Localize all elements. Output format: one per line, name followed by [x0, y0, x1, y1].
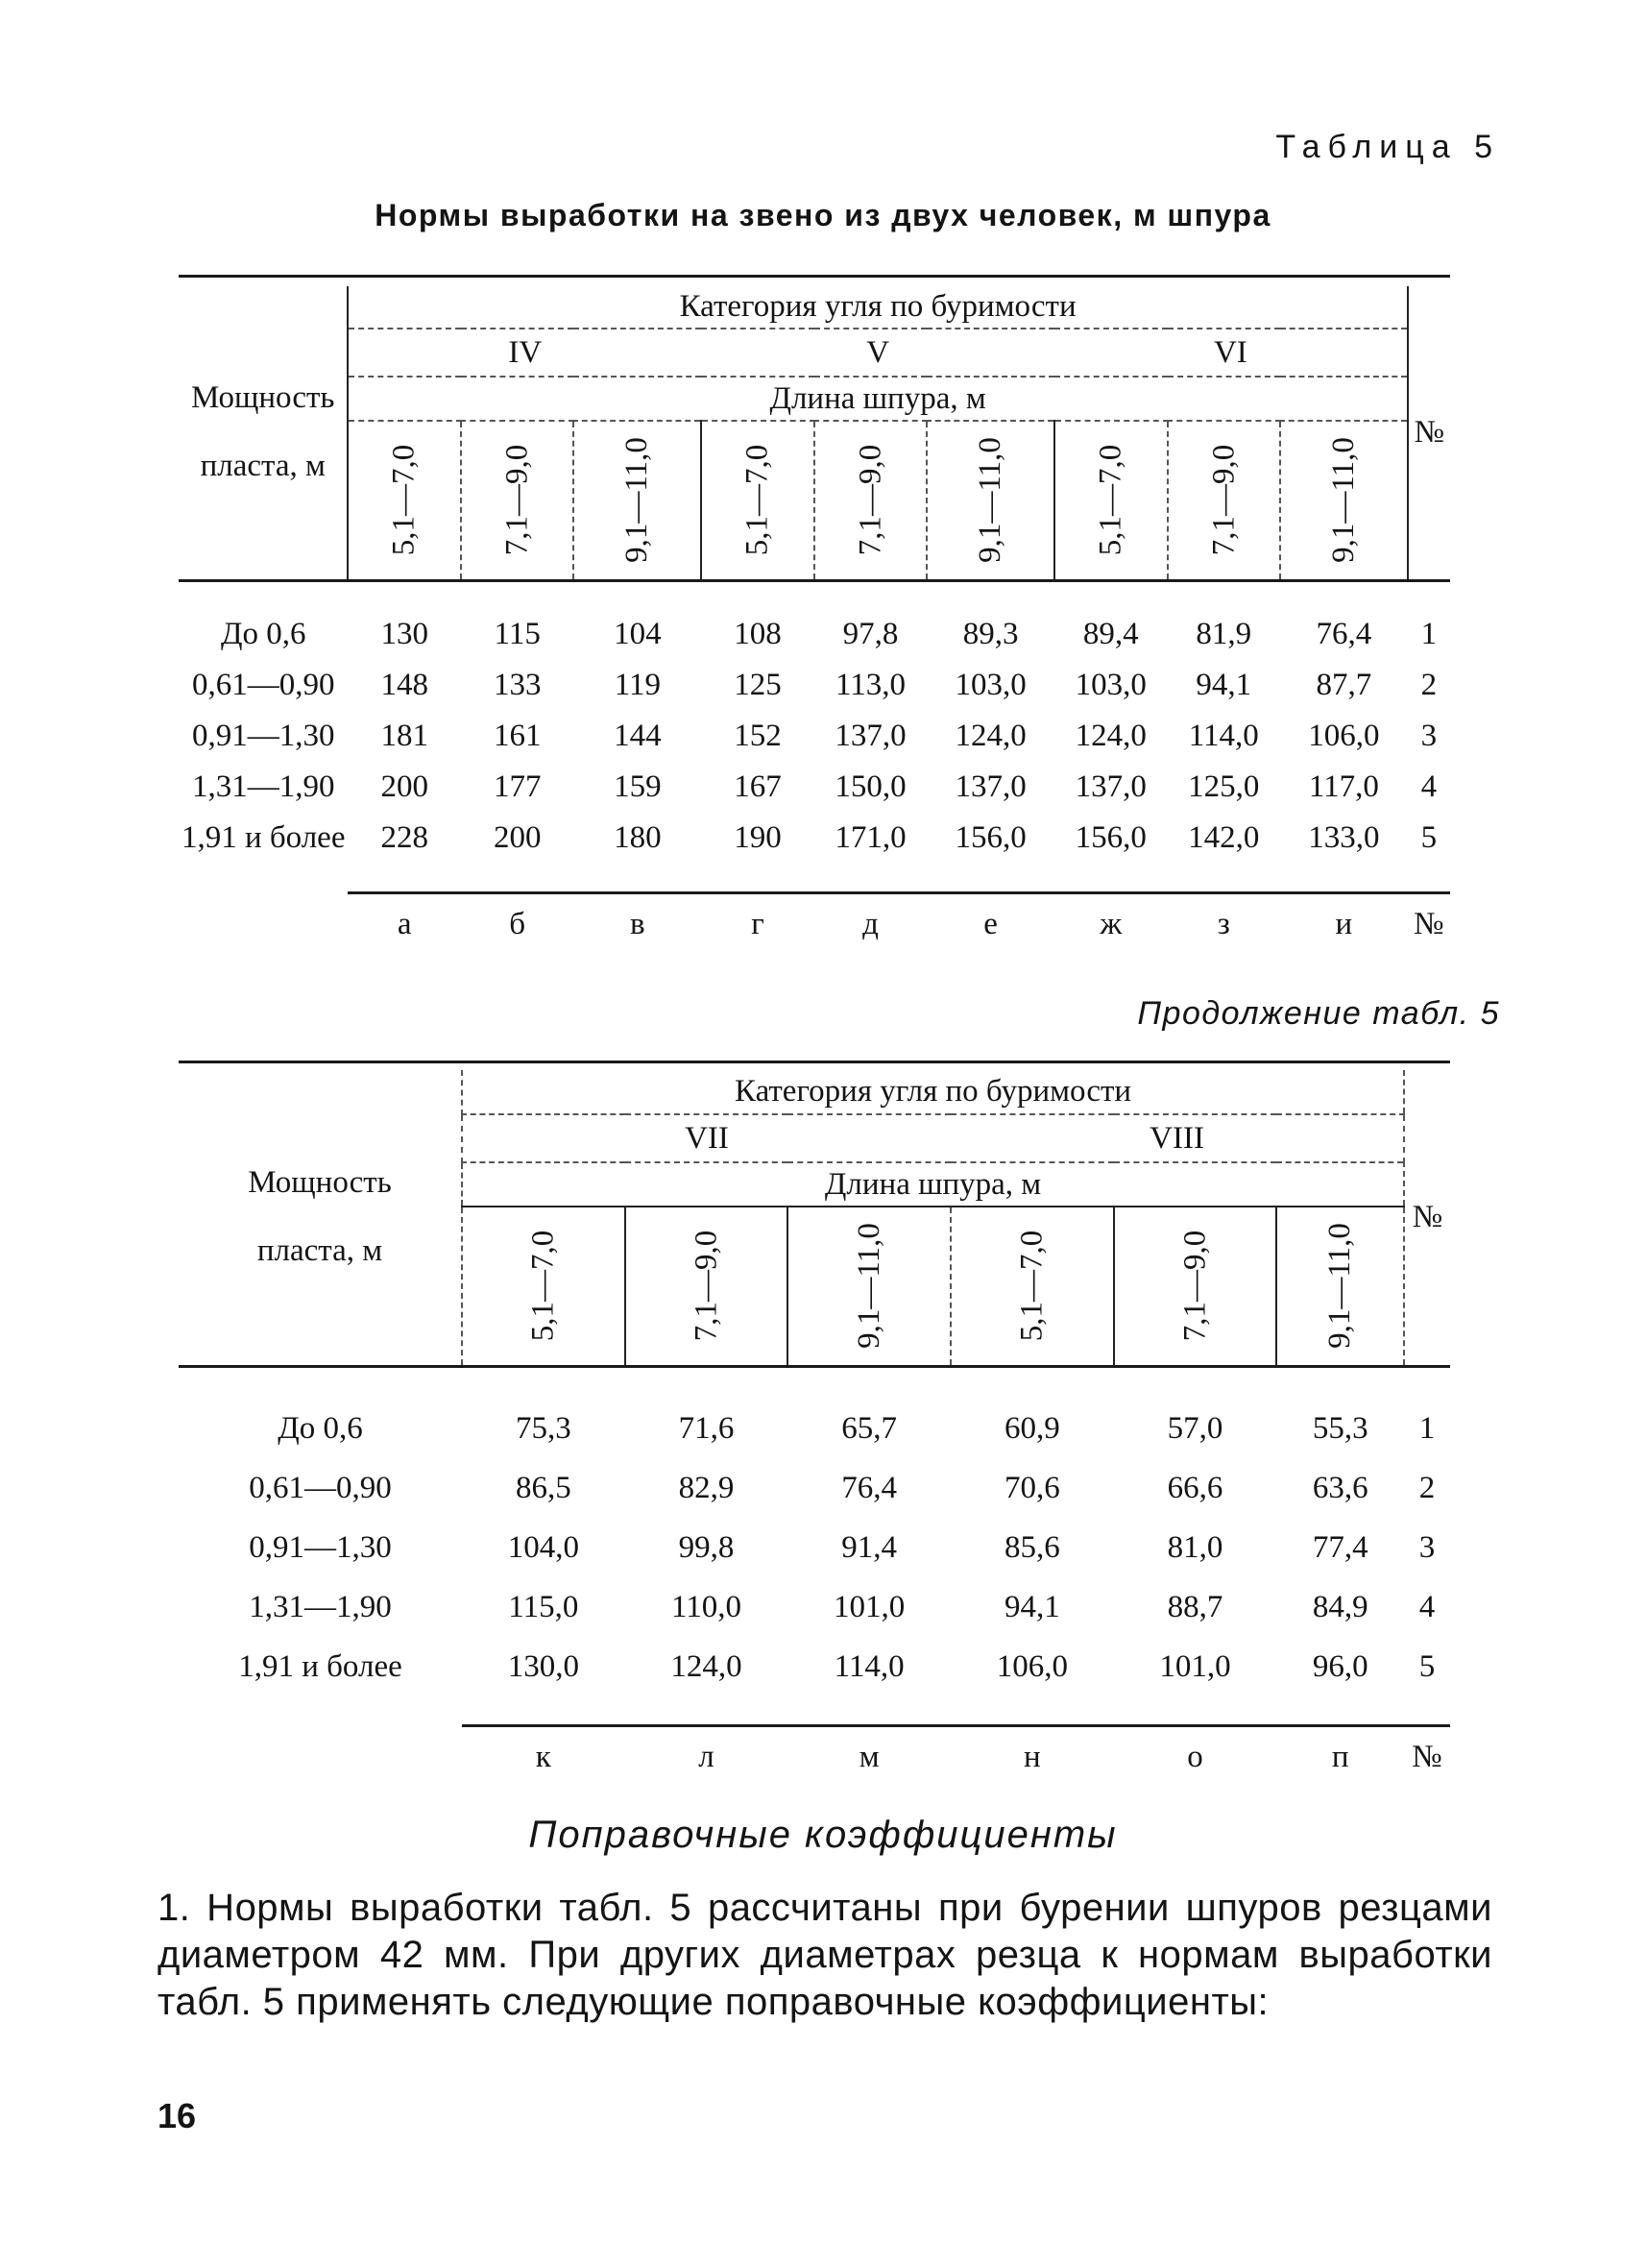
cell: 124,0 [955, 719, 1027, 753]
table-row [179, 1399, 1450, 1458]
table2 [179, 1070, 1450, 1787]
column-letter: в [630, 906, 645, 941]
table1-row-header-2: пласта, м [200, 449, 326, 484]
table2-top-rule [179, 1061, 1450, 1063]
table2-length-label: 7,1—9,0 [1176, 1231, 1212, 1342]
table1-category-header: Категория угля по буримости [348, 286, 1407, 329]
cell: 65,7 [841, 1410, 898, 1446]
cell: 96,0 [1312, 1648, 1368, 1684]
row-label: 1,91 и более [238, 1648, 402, 1684]
table-row [179, 1458, 1450, 1518]
cell: 104,0 [507, 1529, 579, 1565]
table2-length-col [462, 1207, 625, 1366]
table1-length-col [348, 421, 461, 580]
table1-group-v: V [701, 329, 1054, 377]
cell: 75,3 [515, 1410, 571, 1446]
row-label: 0,91—1,30 [191, 719, 335, 753]
cell: 133 [493, 668, 542, 702]
table1-length-label: 7,1—9,0 [1205, 445, 1241, 556]
row-label: До 0,6 [278, 1410, 363, 1446]
cell: 84,9 [1312, 1589, 1368, 1624]
column-letter: м [859, 1739, 880, 1774]
column-letter: и [1335, 906, 1353, 941]
cell: 76,4 [841, 1470, 898, 1505]
column-letter: п [1331, 1739, 1349, 1774]
table2-row-header-2: пласта, м [256, 1233, 383, 1269]
table1-length-label: 5,1—7,0 [386, 445, 422, 556]
cell: 114,0 [834, 1648, 905, 1684]
letters-row [179, 894, 1450, 954]
cell: 167 [734, 769, 782, 804]
letters-number-sign: № [1412, 1739, 1442, 1774]
table-row [179, 1577, 1450, 1637]
table-row [179, 609, 1450, 660]
table1-length-col [1054, 421, 1168, 580]
row-number: 4 [1420, 769, 1438, 804]
table2-length-col [1276, 1207, 1404, 1366]
cell: 171,0 [835, 820, 907, 855]
table-row [179, 762, 1450, 813]
cell: 115,0 [508, 1589, 579, 1624]
cell: 106,0 [996, 1648, 1068, 1684]
table2-length-label: 5,1—7,0 [1014, 1231, 1050, 1342]
table1-group-vi: VI [1054, 329, 1408, 377]
row-label: 1,31—1,90 [249, 1589, 392, 1624]
table2-group-viii: VIII [951, 1114, 1404, 1162]
row-number: 1 [1420, 617, 1438, 651]
cell: 156,0 [955, 820, 1027, 855]
cell: 144 [614, 719, 662, 753]
cell: 130 [380, 617, 428, 651]
table1-length-label: 5,1—7,0 [1093, 445, 1128, 556]
table2-length-col [787, 1207, 951, 1366]
table2-length-label: 7,1—9,0 [688, 1231, 723, 1342]
row-number: 3 [1418, 1529, 1436, 1565]
cell: 115 [494, 617, 541, 651]
cell: 108 [734, 617, 782, 651]
cell: 125,0 [1188, 769, 1260, 804]
cell: 94,1 [1196, 668, 1252, 702]
cell: 180 [614, 820, 662, 855]
letters-number-sign: № [1414, 906, 1444, 941]
table2-length-col [625, 1207, 788, 1366]
table2-length-label: 5,1—7,0 [525, 1231, 561, 1342]
table2-length-label: 9,1—11,0 [1322, 1223, 1358, 1350]
row-label: 0,61—0,90 [191, 668, 335, 702]
table-row [179, 660, 1450, 711]
row-label: 1,91 и более [181, 820, 346, 855]
column-letter: д [862, 906, 879, 941]
cell: 124,0 [1075, 719, 1147, 753]
cell: 85,6 [1004, 1529, 1060, 1565]
table2-row-header [179, 1070, 462, 1366]
cell: 91,4 [841, 1529, 898, 1565]
row-number: 2 [1420, 668, 1438, 702]
row-label: 0,61—0,90 [249, 1470, 392, 1505]
table-row [179, 711, 1450, 762]
cell: 150,0 [835, 769, 907, 804]
cell: 124,0 [670, 1648, 742, 1684]
cell: 181 [380, 719, 428, 753]
cell: 113,0 [835, 668, 906, 702]
table2-number-header: № [1404, 1070, 1450, 1366]
cell: 77,4 [1312, 1529, 1368, 1565]
continuation-label: Продолжение табл. 5 [1137, 995, 1500, 1032]
row-number: 3 [1420, 719, 1438, 753]
table1-length-col [927, 421, 1054, 580]
table1-row-header [179, 286, 348, 580]
cell: 88,7 [1167, 1589, 1223, 1624]
table2-category-header: Категория угля по буримости [462, 1070, 1404, 1114]
row-number: 5 [1420, 820, 1438, 855]
cell: 103,0 [1075, 668, 1147, 702]
column-letter: о [1187, 1739, 1203, 1774]
cell: 161 [493, 719, 542, 753]
table1-length-label: 7,1—9,0 [499, 445, 535, 556]
table1-group-iv: IV [348, 329, 701, 377]
cell: 82,9 [678, 1470, 735, 1505]
table1-length-label: 5,1—7,0 [739, 445, 775, 556]
table1-length-col [814, 421, 928, 580]
cell: 94,1 [1004, 1589, 1060, 1624]
row-label: 1,31—1,90 [191, 769, 335, 804]
table1-length-col [573, 421, 701, 580]
cell: 81,9 [1196, 617, 1252, 651]
column-letter: к [535, 1739, 551, 1774]
cell: 106,0 [1308, 719, 1380, 753]
table2-length-header: Длина шпура, м [462, 1162, 1404, 1207]
table1-length-label: 9,1—11,0 [1325, 437, 1361, 564]
page-number: 16 [157, 2096, 197, 2135]
cell: 86,5 [515, 1470, 571, 1505]
cell: 114,0 [1188, 719, 1259, 753]
cell: 137,0 [835, 719, 907, 753]
cell: 71,6 [678, 1410, 735, 1446]
table2-length-col [951, 1207, 1114, 1366]
table1-length-header: Длина шпура, м [348, 377, 1407, 421]
cell: 97,8 [842, 617, 899, 651]
cell: 110,0 [670, 1589, 741, 1624]
column-letter: а [397, 906, 412, 941]
table2-row-header-1: Мощность [248, 1165, 392, 1201]
table1-length-col [1280, 421, 1408, 580]
cell: 200 [493, 820, 542, 855]
letters-row [179, 1727, 1450, 1787]
cell: 99,8 [678, 1529, 735, 1565]
table2-group-vii: VII [462, 1114, 951, 1162]
table-row [179, 813, 1450, 864]
cell: 130,0 [507, 1648, 579, 1684]
row-number: 1 [1418, 1410, 1436, 1446]
table1-length-col [1168, 421, 1281, 580]
column-letter: ж [1100, 906, 1123, 941]
table1-top-rule [179, 275, 1450, 278]
cell: 87,7 [1316, 668, 1372, 702]
table1-length-col [461, 421, 574, 580]
row-number: 2 [1418, 1470, 1436, 1505]
cell: 103,0 [955, 668, 1027, 702]
cell: 104 [614, 617, 662, 651]
table1-length-label: 9,1—11,0 [619, 437, 655, 564]
table2-length-label: 9,1—11,0 [851, 1223, 886, 1350]
cell: 57,0 [1167, 1410, 1223, 1446]
cell: 60,9 [1004, 1410, 1060, 1446]
table1 [179, 286, 1450, 954]
column-letter: г [751, 906, 764, 941]
cell: 81,0 [1167, 1529, 1223, 1565]
column-letter: л [698, 1739, 714, 1774]
body-paragraph: 1. Нормы выработки табл. 5 рассчитаны при бурении шпуров резцами диаметром 42 мм. При других диаметрах резца к нормам выработки табл. 5 применять следующие поправочные коэффициенты: [157, 1887, 1492, 2023]
cell: 101,0 [834, 1589, 906, 1624]
cell: 137,0 [955, 769, 1027, 804]
section-heading: Поправочные коэффициенты [528, 1814, 1118, 1856]
column-letter: е [983, 906, 998, 941]
table1-number-header: № [1408, 286, 1450, 580]
cell: 190 [734, 820, 782, 855]
column-letter: з [1217, 906, 1230, 941]
cell: 152 [734, 719, 782, 753]
cell: 142,0 [1188, 820, 1260, 855]
table-row [179, 1518, 1450, 1577]
cell: 125 [734, 668, 782, 702]
cell: 76,4 [1316, 617, 1372, 651]
table2-length-col [1114, 1207, 1277, 1366]
cell: 89,4 [1082, 617, 1139, 651]
table1-length-label: 9,1—11,0 [973, 437, 1008, 564]
cell: 133,0 [1308, 820, 1380, 855]
column-letter: б [509, 906, 526, 941]
cell: 70,6 [1004, 1470, 1060, 1505]
cell: 148 [380, 668, 428, 702]
table1-row-header-1: Мощность [190, 380, 335, 416]
table-label: Таблица 5 [1275, 129, 1500, 165]
cell: 66,6 [1167, 1470, 1223, 1505]
row-label: 0,91—1,30 [249, 1529, 392, 1565]
cell: 159 [614, 769, 662, 804]
cell: 63,6 [1312, 1470, 1368, 1505]
cell: 137,0 [1075, 769, 1147, 804]
table-title: Нормы выработки на звено из двух человек, м шпура [375, 198, 1271, 232]
column-letter: н [1024, 1739, 1041, 1774]
table1-length-label: 7,1—9,0 [852, 445, 887, 556]
table1-length-col [701, 421, 814, 580]
cell: 200 [380, 769, 428, 804]
cell: 55,3 [1312, 1410, 1368, 1446]
cell: 177 [493, 769, 542, 804]
row-label: До 0,6 [220, 617, 306, 651]
row-number: 5 [1418, 1648, 1436, 1684]
cell: 156,0 [1075, 820, 1147, 855]
cell: 119 [614, 668, 661, 702]
row-number: 4 [1418, 1589, 1436, 1624]
table-row [179, 1637, 1450, 1696]
cell: 228 [380, 820, 428, 855]
cell: 89,3 [962, 617, 1019, 651]
cell: 101,0 [1159, 1648, 1231, 1684]
cell: 117,0 [1308, 769, 1379, 804]
